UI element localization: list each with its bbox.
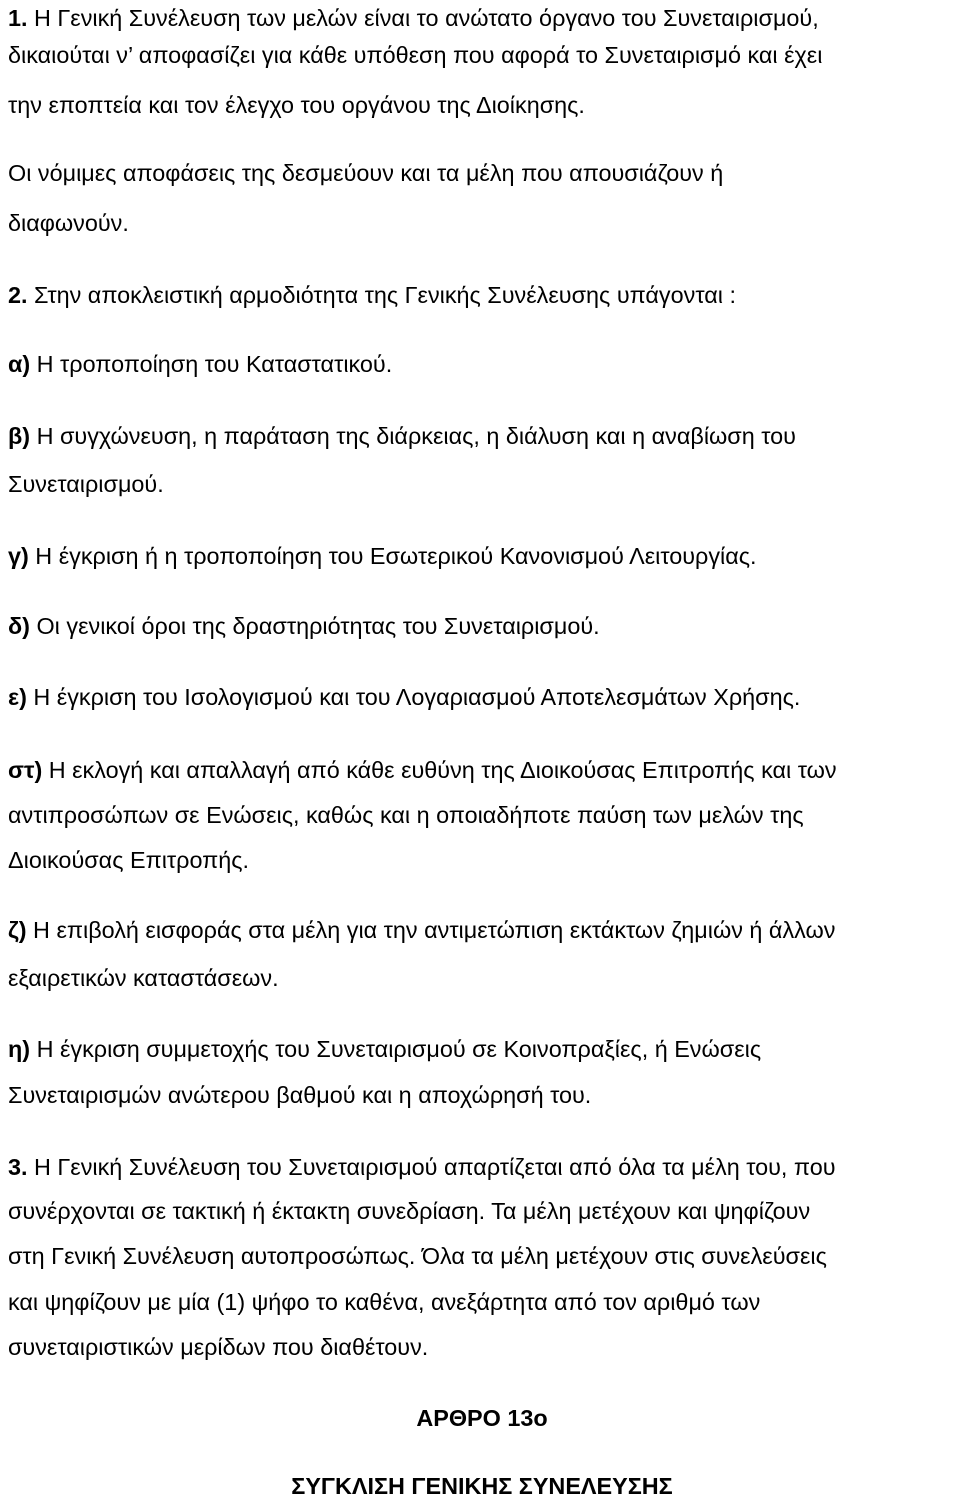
item-st-label: στ) <box>8 757 43 783</box>
p1-number: 1. <box>8 5 28 31</box>
article-title: ΣΥΓΚΛΙΣΗ ΓΕΝΙΚΗΣ ΣΥΝΕΛΕΥΣΗΣ <box>291 1473 673 1499</box>
item-st-line-2: αντιπροσώπων σε Ενώσεις, καθώς και η οποιαδήποτε παύση των μελών της <box>8 802 804 828</box>
item-b-line-1 <box>8 421 796 451</box>
item-e-text: Η έγκριση του Ισολογισμού και του Λογαριασμού Αποτελεσμάτων Χρήσης. <box>26 684 801 710</box>
item-h-line-1 <box>8 1034 761 1064</box>
item-b-label: β) <box>8 423 31 449</box>
item-z-line-1 <box>8 915 835 945</box>
item-h-text: Η έγκριση συμμετοχής του Συνεταιρισμού σε Κοινοπραξίες, ή Ενώσεις <box>30 1036 762 1062</box>
item-d <box>8 611 600 641</box>
p1-line-3: την εποπτεία και τον έλεγχο του οργάνου της Διοίκησης. <box>8 92 585 118</box>
item-st-line-3: Διοικούσας Επιτροπής. <box>8 847 250 873</box>
p1-line-2: δικαιούται ν’ αποφασίζει για κάθε υπόθεση που αφορά το Συνεταιρισμό και έχει <box>8 42 823 68</box>
p3-line-3: στη Γενική Συνέλευση αυτοπροσώπως. Όλα τα μέλη μετέχουν στις συνελεύσεις <box>8 1243 827 1269</box>
p3-line-1-text: Η Γενική Συνέλευση του Συνεταιρισμού απαρτίζεται από όλα τα μέλη του, που <box>27 1154 836 1180</box>
p1-line-4: Οι νόμιμες αποφάσεις της δεσμεύουν και τα μέλη που απουσιάζουν ή <box>8 160 724 186</box>
p3-line-4: και ψηφίζουν με μία (1) ψήφο το καθένα, ανεξάρτητα από τον αριθμό των <box>8 1289 761 1315</box>
p3-line-1 <box>8 1152 836 1182</box>
item-h-line-2: Συνεταιρισμών ανώτερου βαθμού και η αποχώρησή του. <box>8 1082 592 1108</box>
p3-number: 3. <box>8 1154 28 1180</box>
item-c-text: Η έγκριση ή η τροποποίηση του Εσωτερικού Κανονισμού Λειτουργίας. <box>28 543 757 569</box>
p2-number: 2. <box>8 282 28 308</box>
item-st-text: Η εκλογή και απαλλαγή από κάθε ευθύνη της Διοικούσας Επιτροπής και των <box>42 757 837 783</box>
item-c <box>8 541 757 571</box>
item-a <box>8 349 392 379</box>
item-st-line-1 <box>8 755 837 785</box>
article-number: ΑΡΘΡΟ 13ο <box>416 1405 548 1431</box>
item-z-label: ζ) <box>8 917 27 943</box>
p1-line-1-text: Η Γενική Συνέλευση των μελών είναι το ανώτατο όργανο του Συνεταιρισμού, <box>27 5 819 31</box>
p3-line-5: συνεταιριστικών μερίδων που διαθέτουν. <box>8 1334 429 1360</box>
p2-line <box>8 280 736 310</box>
item-a-text: Η τροποποίηση του Καταστατικού. <box>30 351 393 377</box>
p3-line-2: συνέρχονται σε τακτική ή έκτακτη συνεδρίαση. Τα μέλη μετέχουν και ψηφίζουν <box>8 1198 811 1224</box>
item-d-text: Οι γενικοί όροι της δραστηριότητας του Συνεταιρισμού. <box>29 613 600 639</box>
p2-text: Στην αποκλειστική αρμοδιότητα της Γενικής Συνέλευσης υπάγονται : <box>27 282 736 308</box>
item-c-label: γ) <box>8 543 29 569</box>
item-d-label: δ) <box>8 613 30 639</box>
p1-line-5: διαφωνούν. <box>8 210 129 236</box>
p1-line-1 <box>8 3 819 33</box>
item-e-label: ε) <box>8 684 27 710</box>
item-z-text: Η επιβολή εισφοράς στα μέλη για την αντιμετώπιση εκτάκτων ζημιών ή άλλων <box>26 917 836 943</box>
item-h-label: η) <box>8 1036 31 1062</box>
item-b-line-2: Συνεταιρισμού. <box>8 471 164 497</box>
item-b-text: Η συγχώνευση, η παράταση της διάρκειας, η διάλυση και η αναβίωση του <box>30 423 796 449</box>
item-z-line-2: εξαιρετικών καταστάσεων. <box>8 965 279 991</box>
item-e <box>8 682 800 712</box>
item-a-label: α) <box>8 351 31 377</box>
